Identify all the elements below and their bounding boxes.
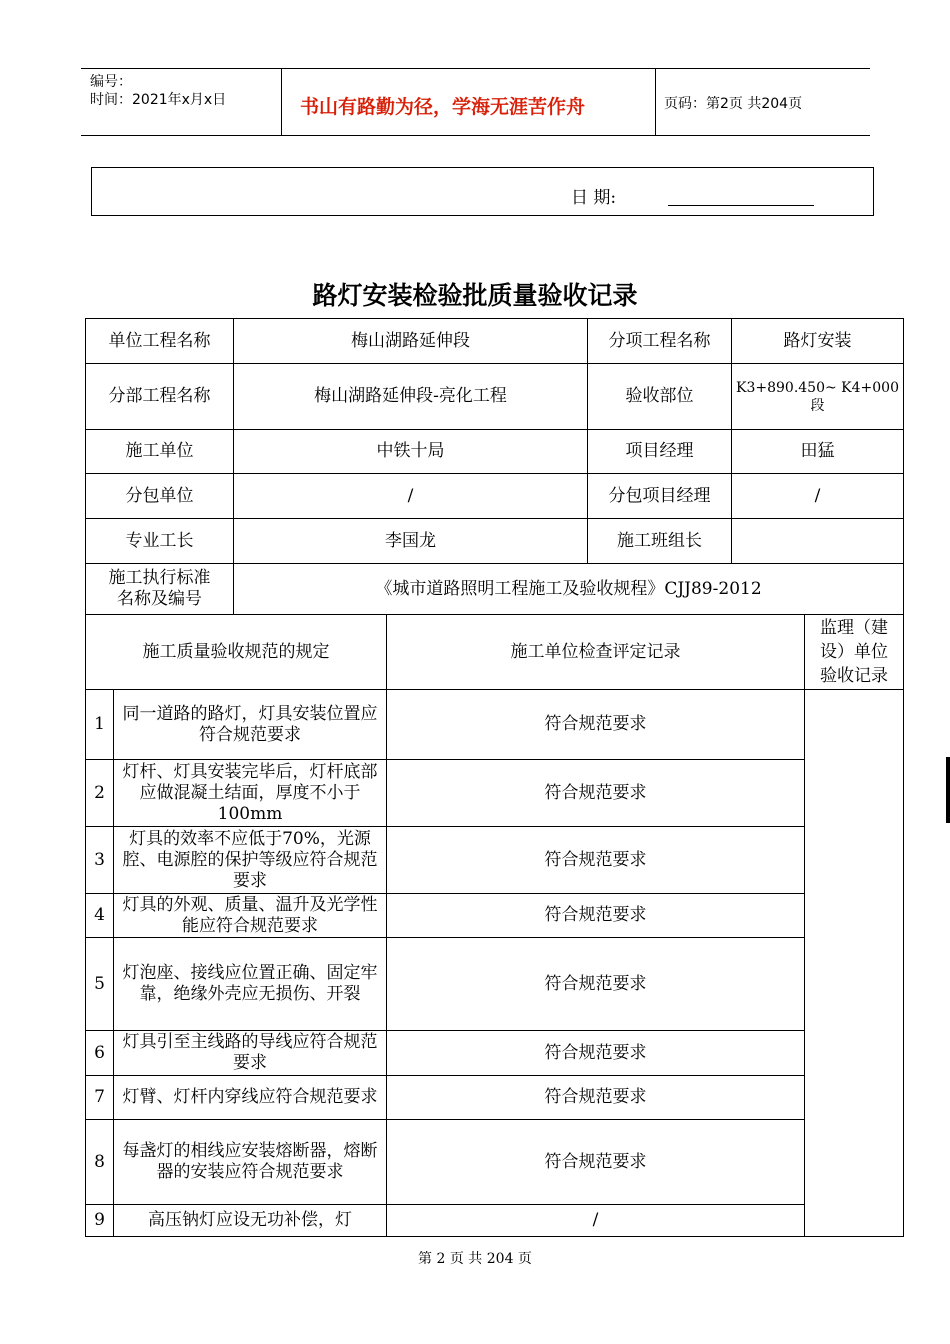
unit-project-label: 单位工程名称 — [108, 330, 211, 351]
col-line — [804, 614, 805, 1237]
page-title: 路灯安装检验批质量验收记录 — [312, 281, 638, 310]
header-page-info: 页码：第2页 共204页 — [664, 96, 803, 112]
project-manager-label: 项目经理 — [625, 441, 694, 461]
item-number: 1 — [94, 714, 105, 734]
subcontractor-value: / — [407, 485, 414, 506]
table-border-right — [903, 318, 904, 1237]
item-check-result: 符合规范要求 — [544, 1042, 647, 1063]
division-label: 分部工程名称 — [108, 386, 211, 406]
document-number-label: 编号： — [90, 74, 132, 90]
item-requirement: 同一道路的路灯，灯具安装位置应符合规范要求 — [122, 703, 378, 745]
item-number: 9 — [94, 1210, 105, 1230]
sub-item-label: 分项工程名称 — [608, 330, 711, 351]
item-requirement: 灯具的效率不应低于70%，光源腔、电源腔的保护等级应符合规范要求 — [122, 828, 378, 891]
item-check-result: 符合规范要求 — [544, 973, 647, 994]
item-check-result: 符合规范要求 — [544, 1087, 647, 1107]
item-requirement: 高压钠灯应设无功补偿，灯 — [148, 1210, 352, 1230]
team-leader-label: 施工班组长 — [617, 530, 702, 551]
item-requirement: 每盏灯的相线应安装熔断器，熔断器的安装应符合规范要求 — [122, 1141, 378, 1182]
item-check-result: 符合规范要求 — [544, 714, 647, 734]
foreman-label: 专业工长 — [125, 530, 194, 551]
item-number: 5 — [94, 973, 105, 994]
page-footer: 第 2 页 共 204 页 — [418, 1251, 532, 1267]
item-number: 6 — [94, 1042, 105, 1063]
subcontractor-label: 分包单位 — [125, 485, 194, 506]
column-header-supervisor: 监理（建设）单位验收记录 — [820, 618, 888, 686]
project-manager-value: 田猛 — [800, 441, 835, 461]
acceptance-part-value: K3+890.450~ K4+000段 — [736, 379, 899, 414]
contractor-label: 施工单位 — [125, 441, 194, 461]
item-number: 4 — [94, 905, 105, 925]
item-number: 8 — [94, 1151, 105, 1172]
sub-item-value: 路灯安装 — [783, 330, 852, 351]
margin-mark — [946, 757, 950, 823]
row-line — [85, 1236, 904, 1237]
standard-label: 施工执行标准名称及编号 — [108, 568, 211, 609]
sub-pm-label: 分包项目经理 — [608, 485, 711, 506]
item-number: 2 — [94, 782, 105, 803]
item-requirement: 灯杆、灯具安装完毕后，灯杆底部应做混凝土结面，厚度不小于100mm — [122, 761, 378, 824]
item-requirement: 灯臂、灯杆内穿线应符合规范要求 — [122, 1087, 378, 1107]
item-number: 7 — [94, 1087, 105, 1107]
unit-project-value: 梅山湖路延伸段 — [351, 330, 470, 351]
document-time: 时间：2021年x月x日 — [90, 92, 227, 108]
item-number: 3 — [94, 849, 105, 870]
item-requirement: 灯泡座、接线应位置正确、固定牢靠，绝缘外壳应无损伤、开裂 — [122, 963, 378, 1004]
column-header-spec: 施工质量验收规范的规定 — [142, 641, 330, 662]
standard-value: 《城市道路照明工程施工及验收规程》CJJ89-2012 — [375, 578, 762, 599]
item-requirement: 灯具引至主线路的导线应符合规范要求 — [122, 1032, 378, 1073]
item-check-result: 符合规范要求 — [544, 782, 647, 803]
team-leader-value — [732, 519, 903, 563]
division-value: 梅山湖路延伸段-亮化工程 — [314, 386, 507, 406]
item-check-result: 符合规范要求 — [544, 849, 647, 870]
date-label: 日 期: — [571, 188, 617, 208]
item-requirement: 灯具的外观、质量、温升及光学性能应符合规范要求 — [122, 894, 378, 936]
item-check-result: 符合规范要求 — [544, 1151, 647, 1172]
header-motto: 书山有路勤为径，学海无涯苦作舟 — [300, 96, 586, 118]
acceptance-part-label: 验收部位 — [625, 386, 694, 406]
column-header-check: 施工单位检查评定记录 — [510, 641, 681, 662]
foreman-value: 李国龙 — [385, 530, 436, 551]
item-check-result: / — [592, 1210, 599, 1230]
item-check-result: 符合规范要求 — [544, 905, 647, 925]
sub-pm-value: / — [814, 485, 821, 506]
contractor-value: 中铁十局 — [376, 441, 445, 461]
